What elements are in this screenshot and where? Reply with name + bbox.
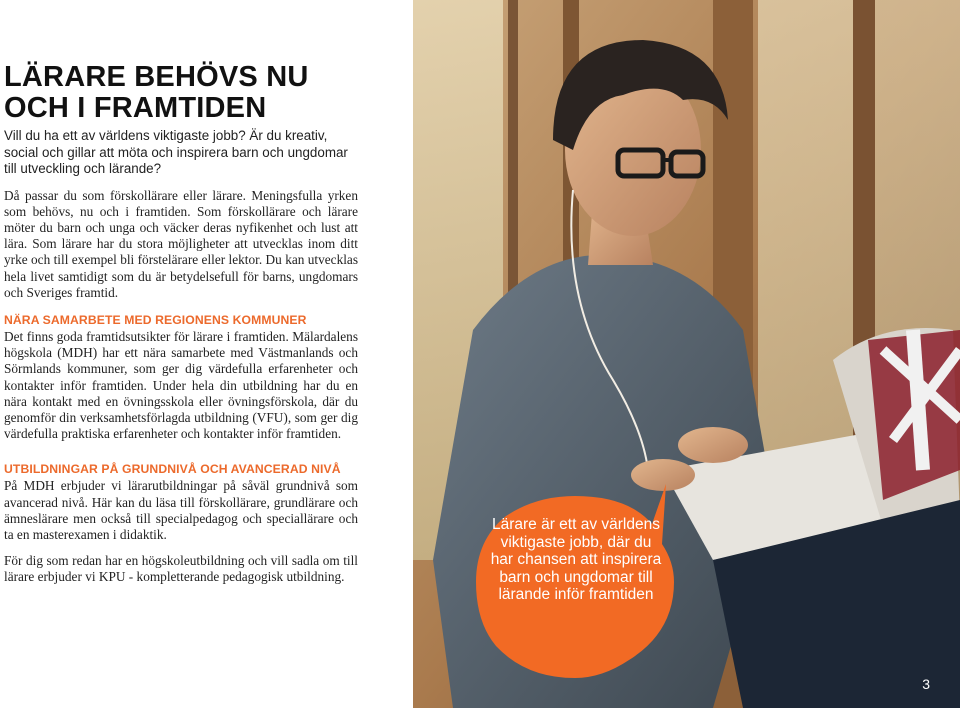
callout-text: Lärare är ett av världens viktigaste jobb, där du har chansen att inspirera barn och ungdomar till lärande inför framtiden [490,516,662,603]
page-number: 3 [922,676,930,692]
body-paragraph-programs-2: För dig som redan har en högskoleutbildning och vill sadla om till lärare erbjuder vi KPU - kompletterande pedagogisk utbildning. [4,553,358,585]
body-paragraph-programs-1: På MDH erbjuder vi lärarutbildningar på såväl grundnivå som avancerad nivå. Här kan du läsa till förskollärare, grundlärare och ämneslärare men också till specialpedagog och speciallärare och ta en masterexamen i didaktik. [4,478,358,542]
page-title [4,62,358,124]
article-column [4,62,358,586]
section-heading-programs: UTBILDNINGAR PÅ GRUNDNIVÅ OCH AVANCERAD NIVÅ [4,462,341,477]
headline-line-2: OCH I FRAMTIDEN [4,92,267,124]
body-paragraph-collaboration: Det finns goda framtidsutsikter för lärare i framtiden. Mälardalens högskola (MDH) har ett nära samarbete med Västmanlands och Sörmlands kommuner, som ger dig värdefulla erfarenheter och kontakter inför framtiden. Under hela din utbildning har du en nära kontakt med en övningsskola eller övningsförskola, där du genomför din verksamhetsförlagda utbildning (VFU), som ger dig värdefulla praktiska erfarenheter och kontakter inför framtiden. [4,328,358,442]
headline-line-1: LÄRARE BEHÖVS NU [4,61,309,93]
intro-text: Vill du ha ett av världens viktigaste jobb? Är du kreativ, social och gillar att möta och inspirera barn och ungdomar till utveckling och lärande? [4,128,348,176]
body-paragraph-1: Då passar du som förskollärare eller lärare. Meningsfulla yrken som behövs, nu och i framtiden. Som förskollärare och lärare möter du barn och unga och väcker deras nyfikenhet och lust att lära. Som lärare har du stora möjligheter att utvecklas inom ditt yrke och till exempel bli förstelärare eller lektor. Du kan utvecklas hela livet samtidigt som du är betydelsefull för barns, ungdomars och Sveriges framtid. [4,187,358,300]
section-heading-collaboration: NÄRA SAMARBETE MED REGIONENS KOMMUNER [4,312,307,327]
